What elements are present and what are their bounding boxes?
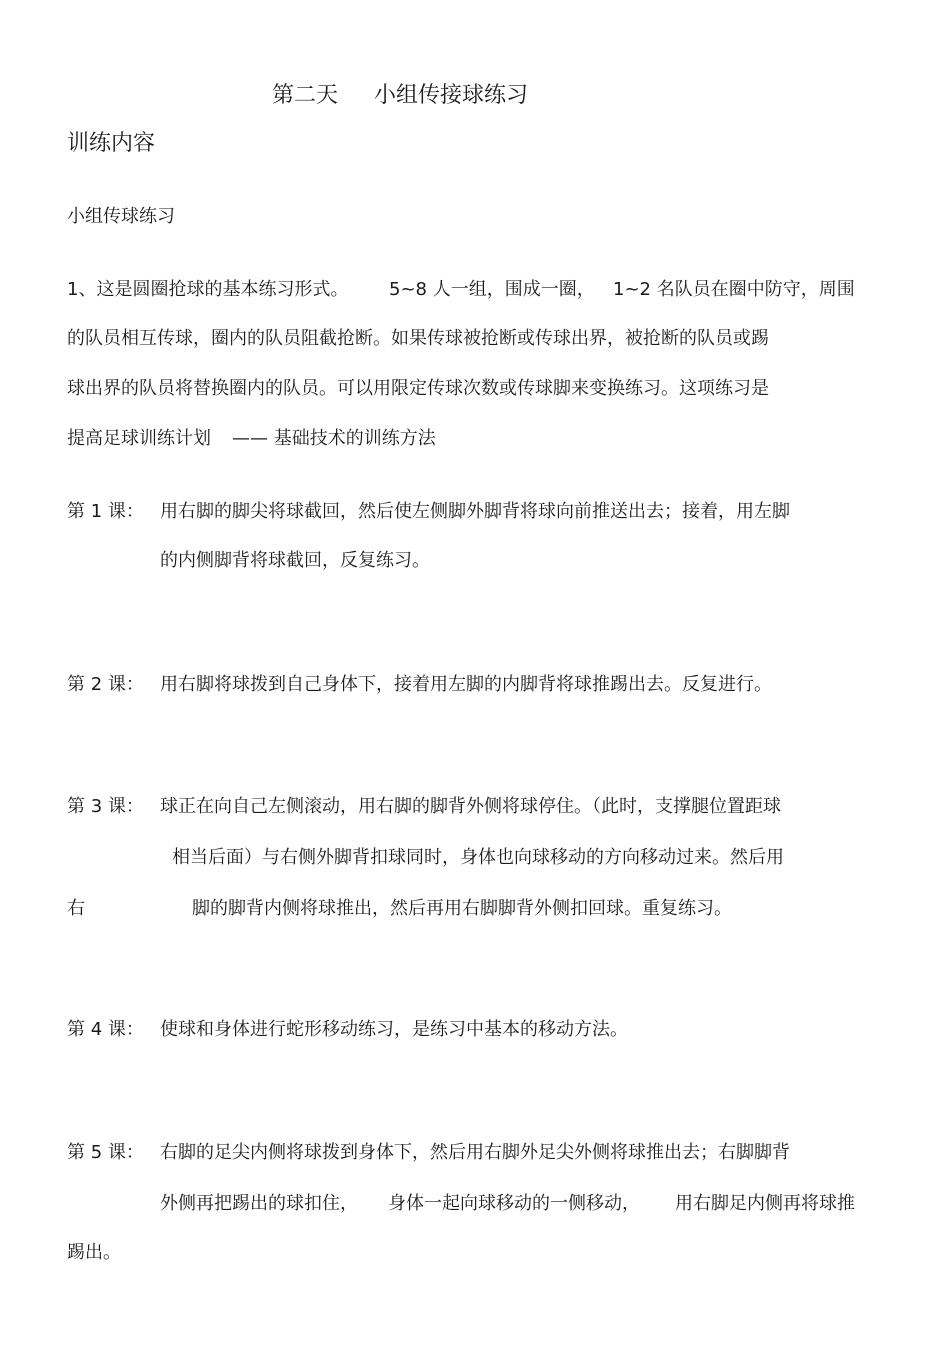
subheading: 小组传球练习 [67, 206, 175, 227]
lesson-4-label: 第 4 课： [67, 1019, 144, 1040]
lesson-3-label: 第 3 课： [67, 796, 144, 817]
lesson-3-line-3b: 脚的脚背内侧将球推出，然后再用右脚脚背外侧扣回球。重复练习。 [192, 898, 732, 919]
intro-line-1a: 1、这是圆圈抢球的基本练习形式。 [67, 279, 349, 300]
lesson-2-line-1: 用右脚将球拨到自己身体下，接着用左脚的内脚背将球推踢出去。反复进行。 [160, 674, 772, 695]
lesson-5-line-3: 踢出。 [67, 1242, 121, 1263]
lesson-1-line-2: 的内侧脚背将球截回，反复练习。 [160, 550, 430, 571]
lesson-5-line-1: 右脚的足尖内侧将球拨到身体下，然后用右脚外足尖外侧将球推出去；右脚脚背 [160, 1142, 790, 1163]
lesson-5-line-2b: 身体一起向球移动的一侧移动， [388, 1193, 640, 1214]
title-day: 第二天 [272, 83, 339, 108]
lesson-3-line-1: 球正在向自己左侧滚动，用右脚的脚背外侧将球停住。（此时，支撑腿位置距球 [160, 796, 781, 817]
section-heading: 训练内容 [67, 131, 156, 156]
lesson-5-line-2a: 外侧再把踢出的球扣住， [160, 1193, 358, 1214]
intro-line-1b: 5~8 人一组，围成一圈， [389, 279, 595, 300]
intro-line-4a: 提高足球训练计划 [67, 428, 211, 449]
lesson-3-line-3a: 右 [67, 898, 85, 919]
lesson-1-label: 第 1 课： [67, 501, 144, 522]
lesson-2-label: 第 2 课： [67, 674, 144, 695]
intro-line-1c: 1~2 名队员在圈中防守，周围 [613, 279, 855, 300]
intro-line-4b: —— 基础技术的训练方法 [232, 428, 436, 449]
lesson-5-line-2c: 用右脚足内侧再将球推 [675, 1193, 855, 1214]
lesson-1-line-1: 用右脚的脚尖将球截回，然后使左侧脚外脚背将球向前推送出去；接着，用左脚 [160, 501, 790, 522]
title-topic: 小组传接球练习 [374, 83, 529, 108]
lesson-5-label: 第 5 课： [67, 1142, 144, 1163]
intro-line-2: 的队员相互传球，圈内的队员阻截抢断。如果传球被抢断或传球出界，被抢断的队员或踢 [67, 328, 769, 349]
intro-line-3: 球出界的队员将替换圈内的队员。可以用限定传球次数或传球脚来变换练习。这项练习是 [67, 378, 769, 399]
lesson-4-line-1: 使球和身体进行蛇形移动练习，是练习中基本的移动方法。 [160, 1019, 628, 1040]
lesson-3-line-2: 相当后面）与右侧外脚背扣球同时，身体也向球移动的方向移动过来。然后用 [172, 847, 784, 868]
